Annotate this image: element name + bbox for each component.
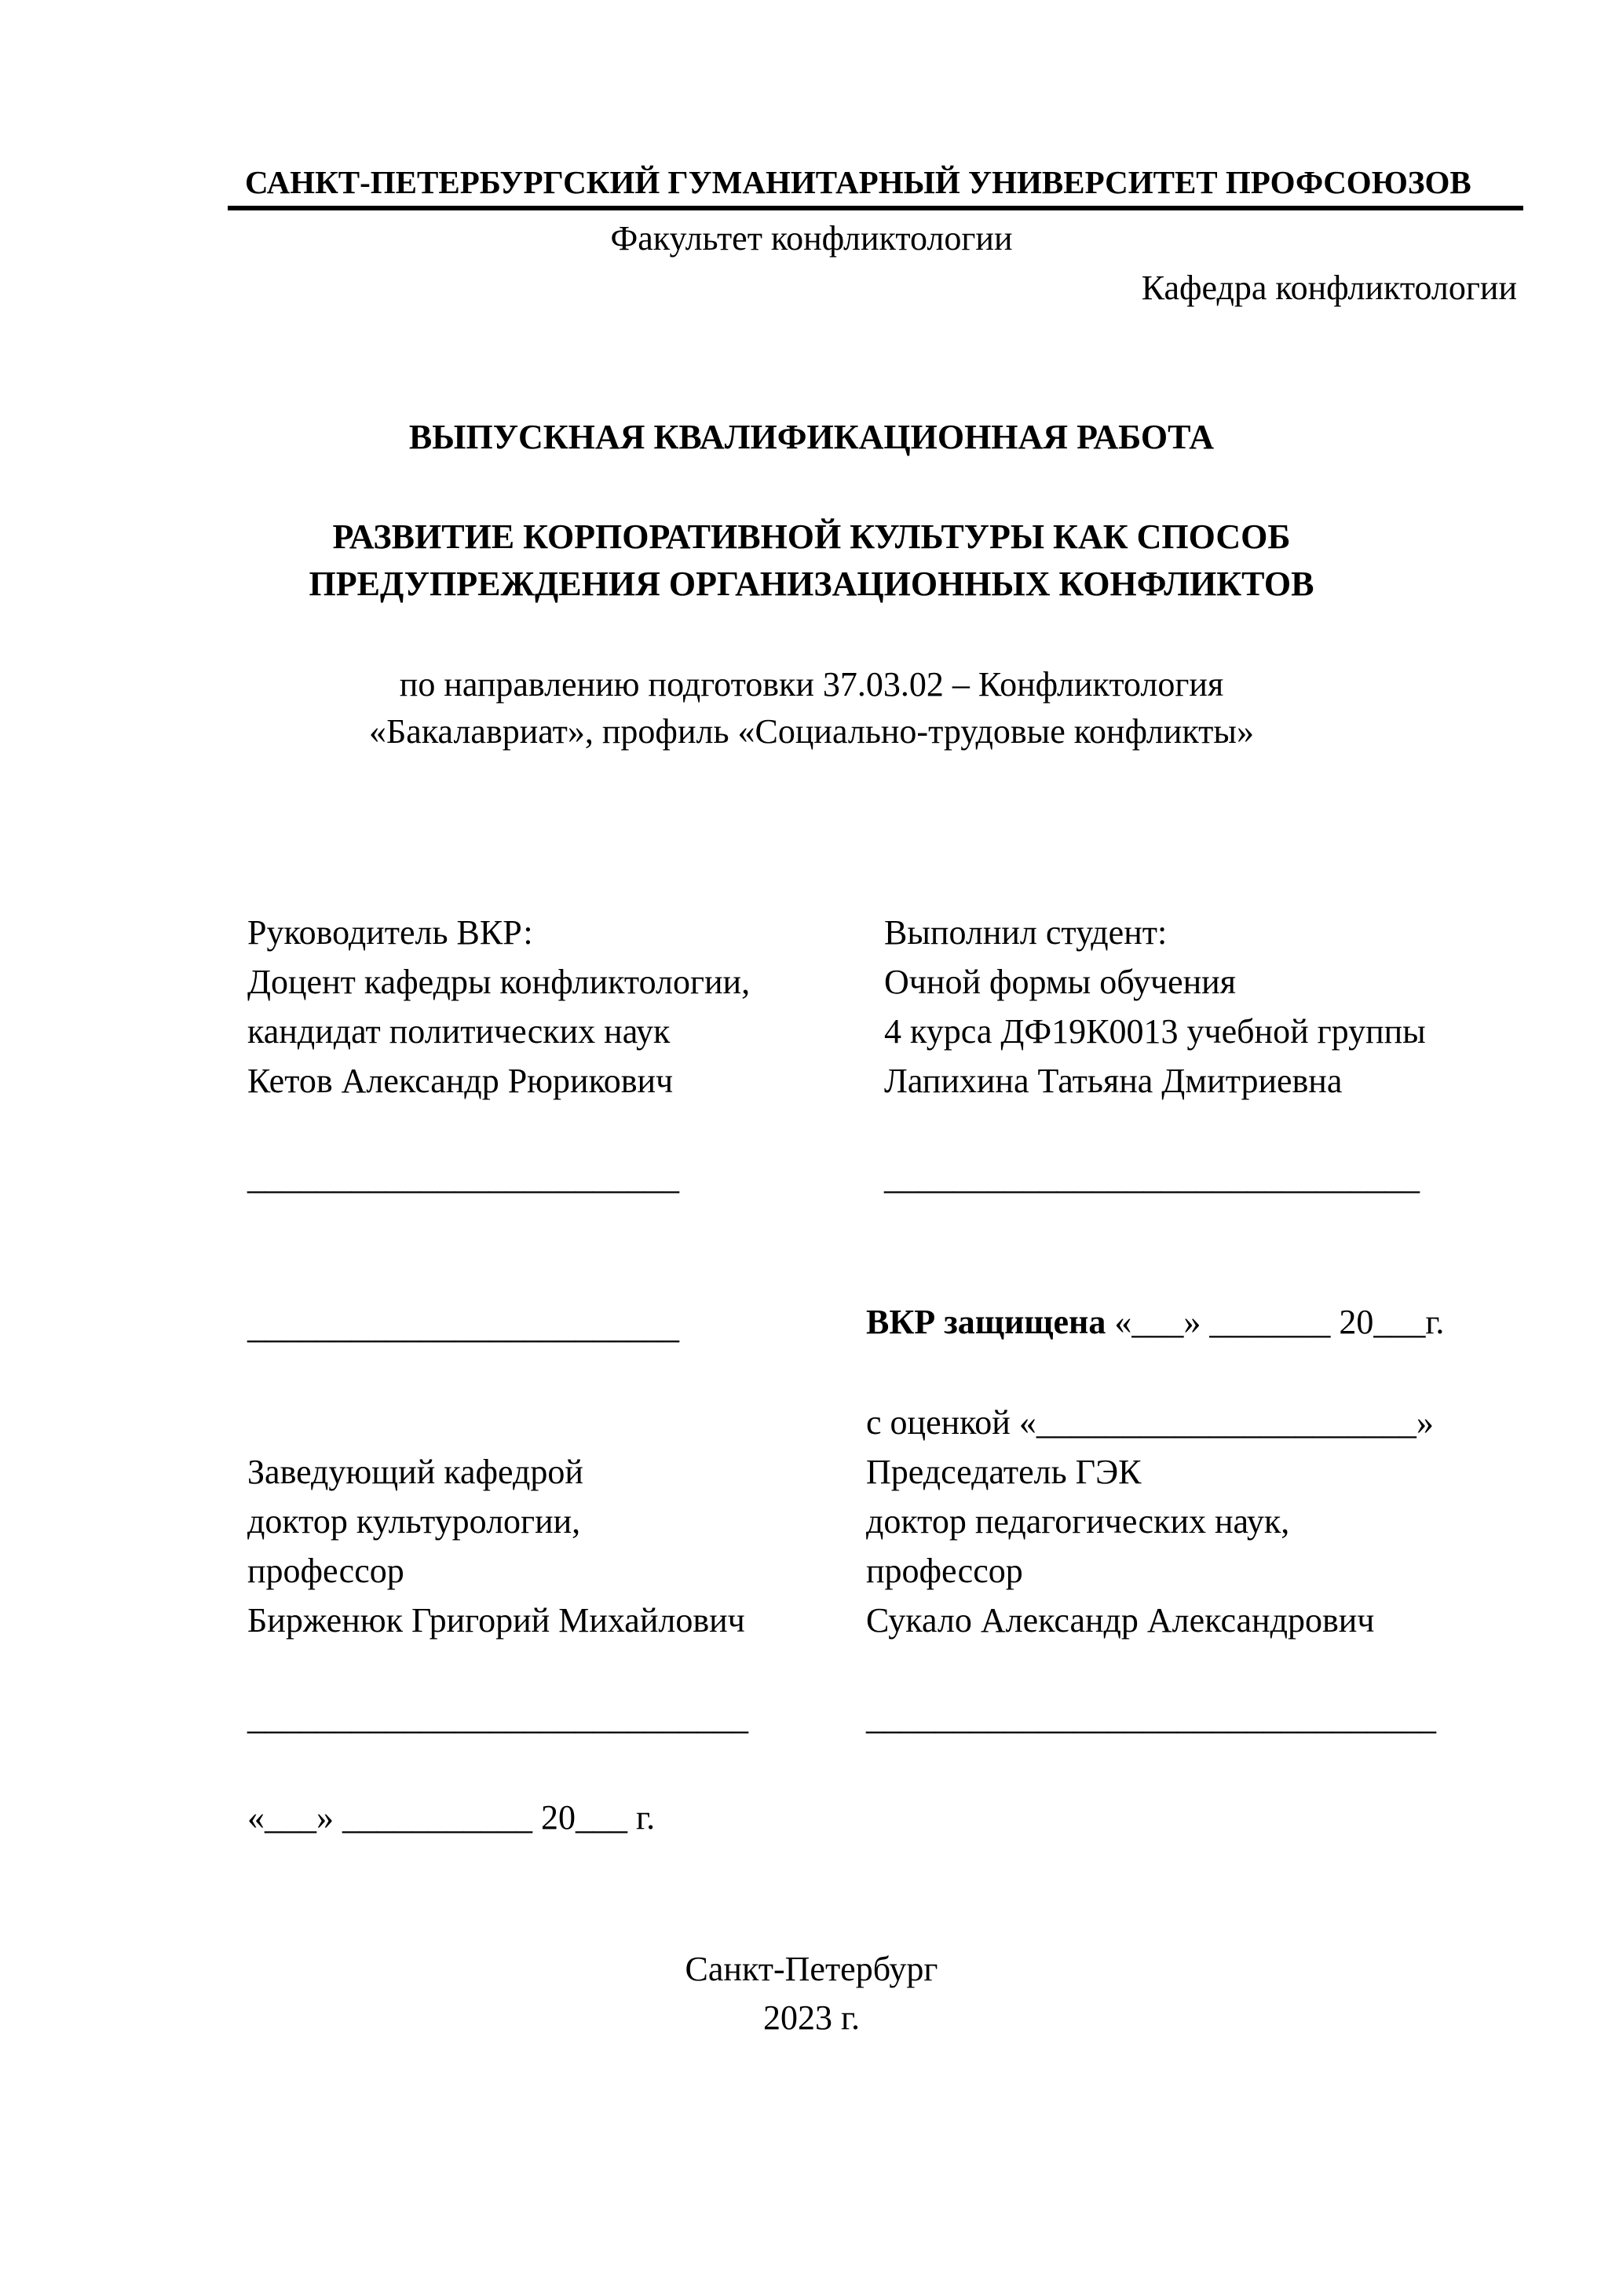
chair-name: Сукало Александр Александрович — [866, 1601, 1375, 1640]
supervisor-degree: кандидат политических наук — [247, 1012, 671, 1051]
head-degree: доктор культурологии, — [247, 1502, 581, 1541]
chair-signature-line: _________________________________ — [866, 1698, 1436, 1737]
defense-label: ВКР защищена — [866, 1303, 1106, 1341]
student-group: 4 курса ДФ19К0013 учебной группы — [884, 1012, 1426, 1051]
student-label: Выполнил студент: — [884, 913, 1168, 952]
head-rank: профессор — [247, 1552, 404, 1590]
department-name: Кафедра конфликтологии — [1141, 269, 1517, 307]
supervisor-signature-line: _________________________ — [247, 1158, 679, 1197]
student-name: Лапихина Татьяна Дмитриевна — [884, 1062, 1343, 1100]
head-name: Бирженюк Григорий Михайлович — [247, 1601, 745, 1640]
student-signature-line: _______________________________ — [884, 1158, 1420, 1197]
supervisor-signature-line-2: _________________________ — [247, 1307, 679, 1346]
topic-title-line-2: ПРЕДУПРЕЖДЕНИЯ ОРГАНИЗАЦИОННЫХ КОНФЛИКТОВ — [309, 565, 1314, 603]
footer-year: 2023 г. — [762, 1998, 861, 2037]
supervisor-label: Руководитель ВКР: — [247, 913, 533, 952]
direction-line-2: «Бакалавриат», профиль «Социально-трудовые конфликты» — [369, 712, 1254, 751]
topic-title-line-1: РАЗВИТИЕ КОРПОРАТИВНОЙ КУЛЬТУРЫ КАК СПОСОБ — [332, 517, 1291, 556]
direction-line-1: по направлению подготовки 37.03.02 – Конфликтология — [399, 665, 1224, 704]
defense-date-field: «___» _______ 20___г. — [1106, 1303, 1445, 1341]
defense-status — [866, 1305, 1444, 1340]
footer-city: Санкт-Петербург — [685, 1950, 938, 1988]
faculty-name: Факультет конфликтологии — [610, 219, 1013, 258]
chair-title: Председатель ГЭК — [866, 1453, 1142, 1491]
defense-grade-field: с оценкой «______________________» — [866, 1403, 1434, 1442]
supervisor-position: Доцент кафедры конфликтологии, — [247, 963, 751, 1001]
chair-degree: доктор педагогических наук, — [866, 1502, 1290, 1541]
university-name: САНКТ-ПЕТЕРБУРГСКИЙ ГУМАНИТАРНЫЙ УНИВЕРСИТЕТ ПРОФСОЮЗОВ — [245, 164, 1471, 200]
header-divider — [228, 206, 1523, 210]
head-date-field: «___» ___________ 20___ г. — [247, 1798, 656, 1837]
student-study-form: Очной формы обучения — [884, 963, 1236, 1001]
work-type-heading: ВЫПУСКНАЯ КВАЛИФИКАЦИОННАЯ РАБОТА — [408, 418, 1215, 456]
supervisor-name: Кетов Александр Рюрикович — [247, 1062, 674, 1100]
chair-rank: профессор — [866, 1552, 1023, 1590]
head-title: Заведующий кафедрой — [247, 1453, 583, 1491]
head-signature-line: _____________________________ — [247, 1698, 748, 1737]
